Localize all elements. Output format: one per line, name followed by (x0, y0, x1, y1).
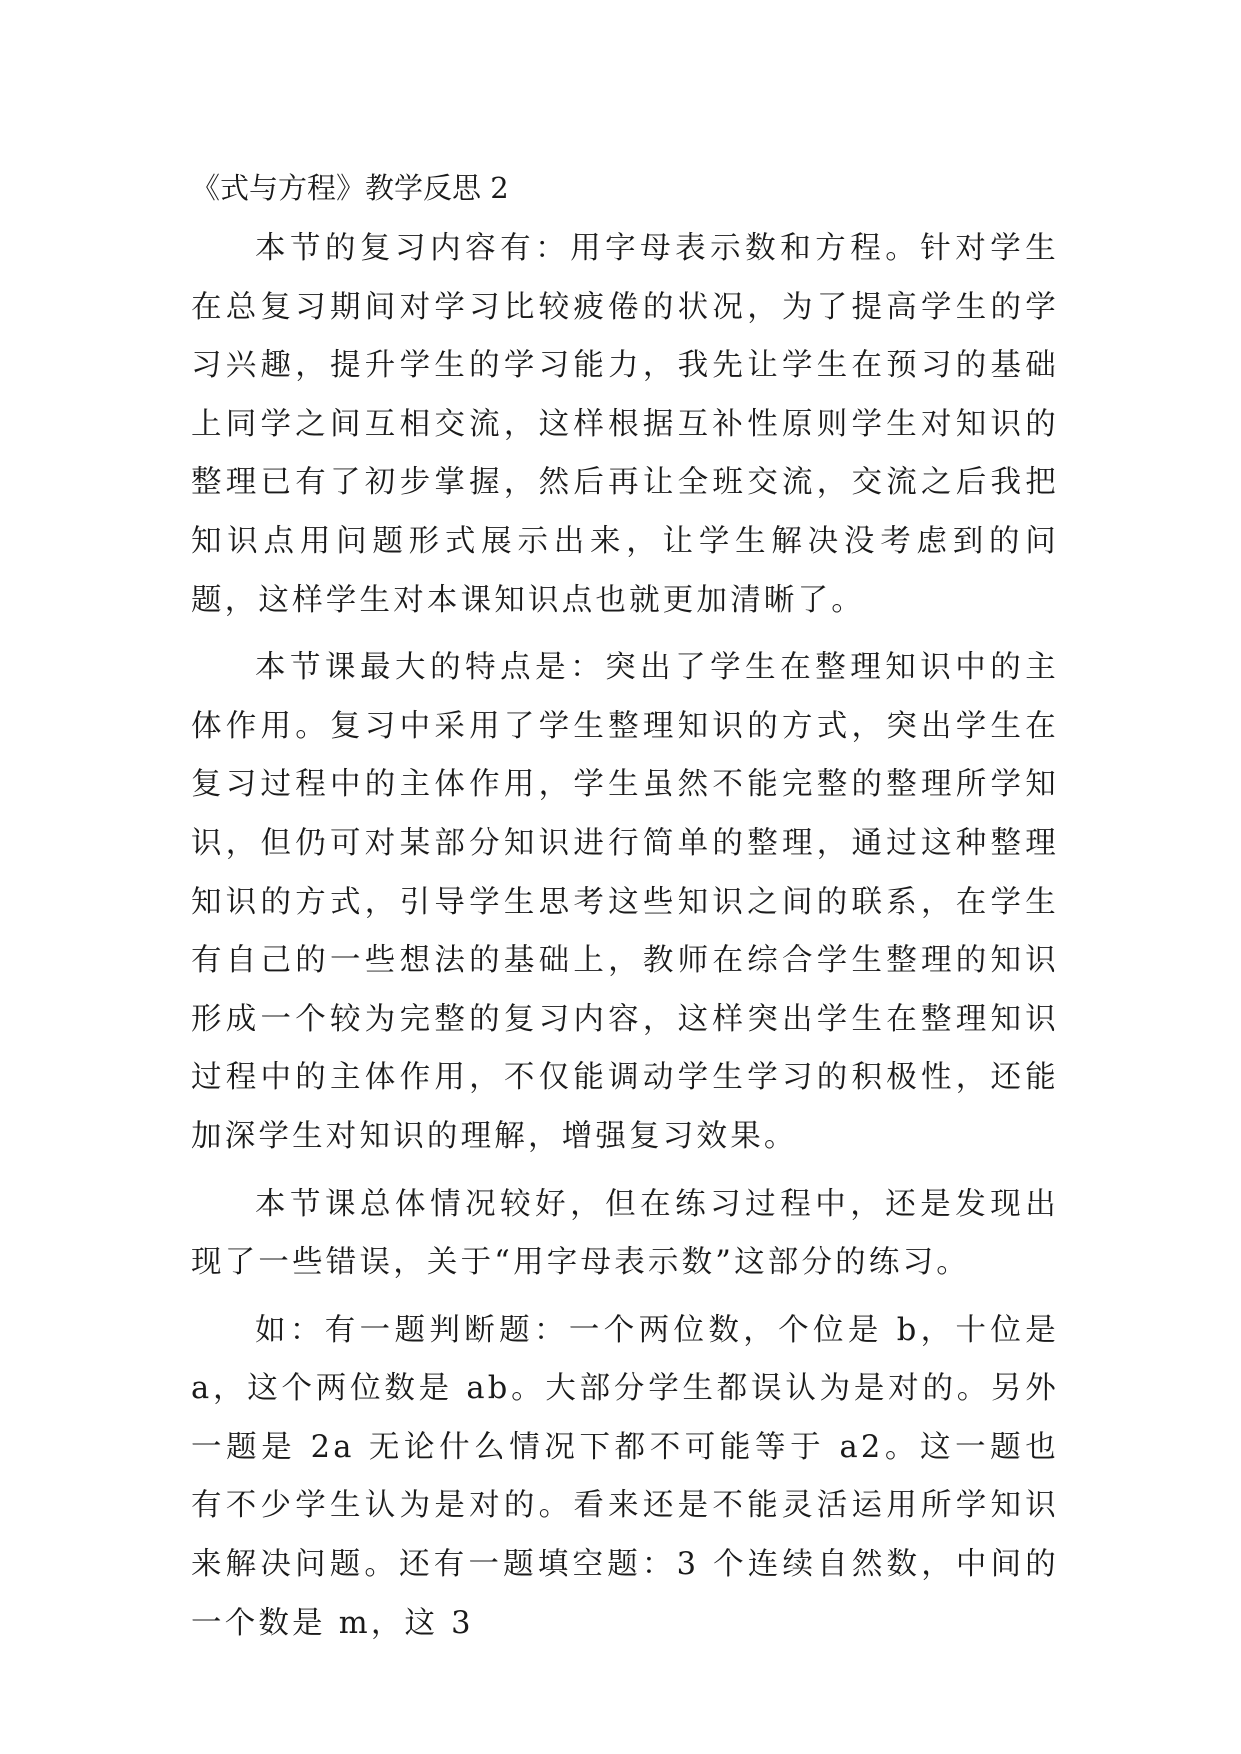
paragraph-4: 如：有一题判断题：一个两位数，个位是 b，十位是 a，这个两位数是 ab。大部分学生都误认为是对的。另外一题是 2a 无论什么情况下都不可能等于 a2。这一题也有不少学生认为是对的。看来还是不能灵活运用所学知识来解决问题。还有一题填空题：3 个连续自然数，中间的一个数是 m，这 3 (191, 1312, 1059, 1641)
document-title: 《式与方程》教学反思 2 (191, 171, 509, 205)
paragraph-1: 本节的复习内容有：用字母表示数和方程。针对学生在总复习期间对学习比较疲倦的状况，为了提高学生的学习兴趣，提升学生的学习能力，我先让学生在预习的基础上同学之间互相交流，这样根据互补性原则学生对知识的整理已有了初步掌握，然后再让全班交流，交流之后我把知识点用问题形式展示出来，让学生解决没考虑到的问题，这样学生对本课知识点也就更加清晰了。 (191, 231, 1059, 618)
document-body (191, 165, 1059, 1662)
paragraph-2: 本节课最大的特点是：突出了学生在整理知识中的主体作用。复习中采用了学生整理知识的方式，突出学生在复习过程中的主体作用，学生虽然不能完整的整理所学知识，但仍可对某部分知识进行简单的整理，通过这种整理知识的方式，引导学生思考这些知识之间的联系，在学生有自己的一些想法的基础上，教师在综合学生整理的知识形成一个较为完整的复习内容，这样突出学生在整理知识过程中的主体作用，不仅能调动学生学习的积极性，还能加深学生对知识的理解，增强复习效果。 (191, 650, 1059, 1154)
paragraph-3: 本节课总体情况较好，但在练习过程中，还是发现出现了一些错误，关于“用字母表示数”这部分的练习。 (191, 1186, 1059, 1281)
